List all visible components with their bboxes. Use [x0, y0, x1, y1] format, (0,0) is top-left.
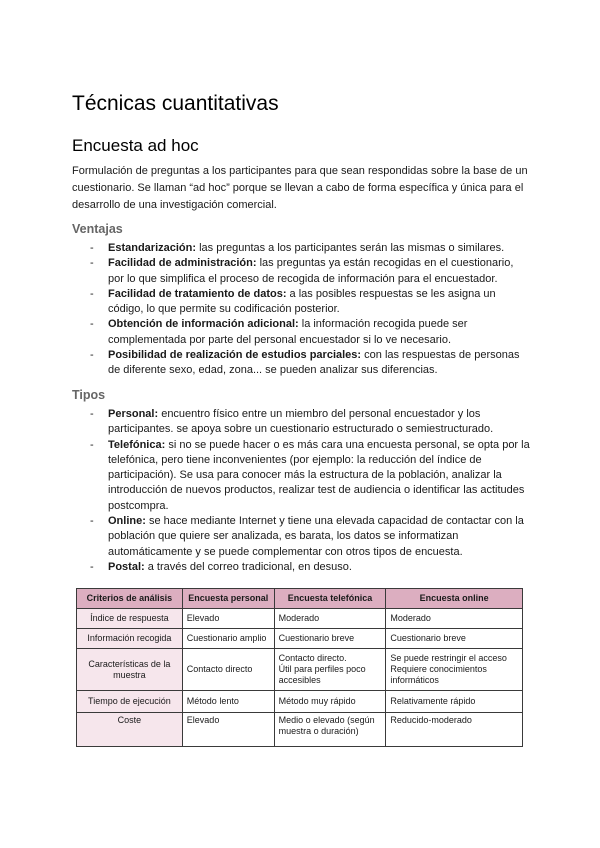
- table-cell: Características de la muestra: [77, 649, 183, 691]
- table-cell: Elevado: [182, 713, 274, 747]
- item-term: Telefónica:: [108, 438, 166, 451]
- table-cell: Reducido-moderado: [386, 713, 523, 747]
- item-term: Obtención de información adicional:: [108, 318, 299, 331]
- list-item: - Postal: a través del correo tradicional, en desuso.: [90, 560, 352, 573]
- table-cell: Índice de respuesta: [77, 609, 183, 629]
- table-row: [77, 691, 523, 713]
- item-term: Facilidad de tratamiento de datos:: [108, 287, 287, 300]
- table-cell: Relativamente rápido: [386, 691, 523, 713]
- table-cell: Moderado: [386, 609, 523, 629]
- header-cell: Encuesta online: [386, 589, 523, 609]
- header-cell: Criterios de análisis: [77, 589, 183, 609]
- item-term: Personal:: [108, 408, 159, 420]
- table-cell: Coste: [77, 713, 183, 747]
- table-cell: Elevado: [182, 609, 274, 629]
- list-item: - Facilidad de tratamiento de datos: a las posibles respuestas se les asigna un código, lo que permite su codificación posterior.: [90, 287, 496, 316]
- table-cell: Cuestionario breve: [274, 629, 386, 649]
- table-cell: Cuestionario breve: [386, 629, 523, 649]
- ventajas-list: [90, 241, 530, 379]
- header-cell: Encuesta telefónica: [274, 589, 386, 609]
- item-text: las preguntas a los participantes serán las mismas o similares.: [196, 242, 505, 254]
- list-item: - Obtención de información adicional: la información recogida puede ser complementada por parte del personal encuestador si lo ve necesario.: [90, 318, 468, 346]
- table-cell: Se puede restringir el acceso Requiere conocimientos informáticos: [386, 649, 523, 691]
- tipos-list: [90, 407, 530, 575]
- table-row: [77, 713, 523, 747]
- table-cell: Método lento: [182, 691, 274, 713]
- section-title: Encuesta ad hoc: [72, 136, 199, 155]
- table-row: [77, 629, 523, 649]
- list-item: - Posibilidad de realización de estudios parciales: con las respuestas de personas de diferente sexo, edad, zona... se pueden analizar sus diferencias.: [90, 349, 520, 377]
- intro-paragraph: Formulación de preguntas a los participantes para que sean respondidas sobre la base de un cuestionario. Se llaman “ad hoc” porque se llevan a cabo de forma específica y única para el desarrollo de una investigación comercial.: [72, 165, 528, 211]
- item-term: Facilidad de administración:: [108, 257, 257, 270]
- table-cell: Información recogida: [77, 629, 183, 649]
- item-text: a las posibles respuestas se les asigna un código, lo que permite su codificación posterior.: [108, 287, 496, 316]
- item-text: la información recogida puede ser complementada por parte del personal encuestador si lo ve necesario.: [108, 318, 468, 346]
- item-text: se hace mediante Internet y tiene una elevada capacidad de contactar con la población que quiere ser analizada, es barata, los datos se informatizan automáticamente y se puede complementar con otros tipos de encuesta.: [108, 515, 524, 558]
- table-cell: Moderado: [274, 609, 386, 629]
- list-item: - Personal: encuentro físico entre un miembro del personal encuestador y los participantes. se apoya sobre un cuestionario estructurado o semiestructurado.: [90, 408, 494, 436]
- page-title: Técnicas cuantitativas: [72, 92, 279, 115]
- header-cell: Encuesta personal: [182, 589, 274, 609]
- item-term: Posibilidad de realización de estudios parciales:: [108, 349, 362, 362]
- item-text: a través del correo tradicional, en desuso.: [144, 560, 352, 573]
- tipos-heading: Tipos: [72, 388, 106, 402]
- table-cell: Contacto directo: [182, 649, 274, 691]
- comparison-table: [76, 588, 523, 747]
- item-term: Postal:: [108, 560, 145, 573]
- list-item: - Telefónica: si no se puede hacer o es más cara una encuesta personal, se opta por la telefónica, pero tiene inconvenientes (por ejemplo: la reducción del índice de participación). Se usa para conocer más la estructura de la población, analizar la introducción de nuevos productos, realizar test de audiencia o identificar las actitudes postcompra.: [90, 438, 530, 512]
- item-text: las preguntas ya están recogidas en el cuestionario, por lo que simplifica el proceso de recogida de información para el encuestador.: [108, 257, 514, 285]
- table-row: [77, 609, 523, 629]
- table-cell: Tiempo de ejecución: [77, 691, 183, 713]
- table-header-row: [77, 589, 523, 609]
- item-text: encuentro físico entre un miembro del personal encuestador y los participantes. se apoya sobre un cuestionario estructurado o semiestructurado.: [108, 408, 494, 436]
- list-item: - Facilidad de administración: las preguntas ya están recogidas en el cuestionario, por lo que simplifica el proceso de recogida de información para el encuestador.: [90, 257, 514, 285]
- list-item: - Estandarización: las preguntas a los participantes serán las mismas o similares.: [90, 242, 505, 254]
- item-text: con las respuestas de personas de diferente sexo, edad, zona... se pueden analizar sus diferencias.: [108, 349, 520, 377]
- item-term: Estandarización:: [108, 242, 197, 254]
- item-text: si no se puede hacer o es más cara una encuesta personal, se opta por la telefónica, pero tiene inconvenientes (por ejemplo: la reducción del índice de participación). Se usa para conocer más la estructura de la población, analizar la introducción de nuevos productos, realizar test de audiencia o identificar las actitudes postcompra.: [108, 438, 530, 512]
- ventajas-heading: Ventajas: [72, 222, 123, 236]
- item-term: Online:: [108, 515, 146, 528]
- table-cell: Método muy rápido: [274, 691, 386, 713]
- table-cell: Cuestionario amplio: [182, 629, 274, 649]
- table-cell: Contacto directo. Útil para perfiles poco accesibles: [274, 649, 386, 691]
- list-item: - Online: se hace mediante Internet y tiene una elevada capacidad de contactar con la población que quiere ser analizada, es barata, los datos se informatizan automáticamente y se puede complementar con otros tipos de encuesta.: [90, 515, 524, 558]
- table-row: [77, 649, 523, 691]
- table-cell: Medio o elevado (según muestra o duración): [274, 713, 386, 747]
